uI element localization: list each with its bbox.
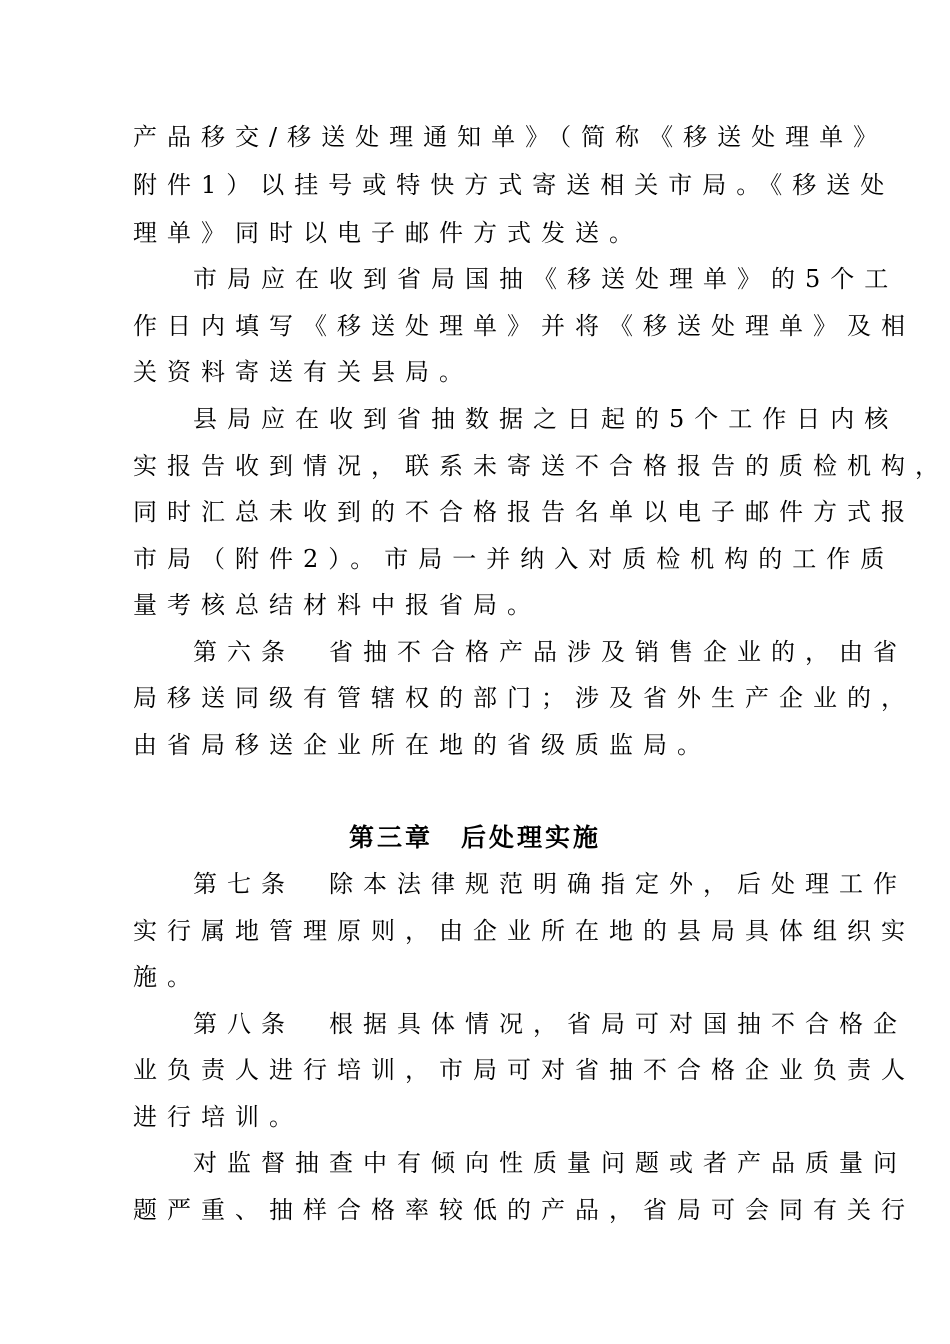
body-line: 由省局移送企业所在地的省级质监局。: [133, 731, 711, 759]
body-line: 市局应在收到省局国抽《移送处理单》的5个工: [193, 265, 899, 293]
body-line: 实行属地管理原则，由企业所在地的县局具体组织实: [133, 917, 915, 945]
body-line: 业负责人进行培训，市局可对省抽不合格企业负责人: [133, 1056, 915, 1084]
body-line: 市局（附件2）。市局一并纳入对质检机构的工作质: [133, 545, 895, 573]
article-line: 第六条 省抽不合格产品涉及销售企业的，由省: [193, 638, 907, 666]
body-line: 作日内填写《移送处理单》并将《移送处理单》及相: [133, 312, 915, 340]
body-line: 对监督抽查中有倾向性质量问题或者产品质量问: [193, 1149, 907, 1177]
body-line: 附件1）以挂号或特快方式寄送相关市局。《移送处: [133, 171, 895, 199]
body-line: 局移送同级有管辖权的部门；涉及省外生产企业的，: [133, 684, 915, 712]
article-line: 第八条 根据具体情况，省局可对国抽不合格企: [193, 1010, 907, 1038]
body-line: 施。: [133, 963, 201, 991]
chapter-heading: 第三章 后处理实施: [348, 823, 601, 852]
body-line: 同时汇总未收到的不合格报告名单以电子邮件方式报: [133, 498, 915, 526]
body-line: 产品移交/移送处理通知单》（简称《移送处理单》: [133, 123, 888, 151]
body-line: 量考核总结材料中报省局。: [133, 591, 541, 619]
body-line: 进行培训。: [133, 1103, 303, 1131]
article-line: 第七条 除本法律规范明确指定外，后处理工作: [193, 870, 907, 898]
body-line: 县局应在收到省抽数据之日起的5个工作日内核: [193, 405, 899, 433]
body-line: 题严重、抽样合格率较低的产品，省局可会同有关行: [133, 1196, 915, 1224]
body-line: 理单》同时以电子邮件方式发送。: [133, 219, 643, 247]
body-line: 实报告收到情况，联系未寄送不合格报告的质检机构，: [133, 452, 949, 480]
body-line: 关资料寄送有关县局。: [133, 358, 473, 386]
